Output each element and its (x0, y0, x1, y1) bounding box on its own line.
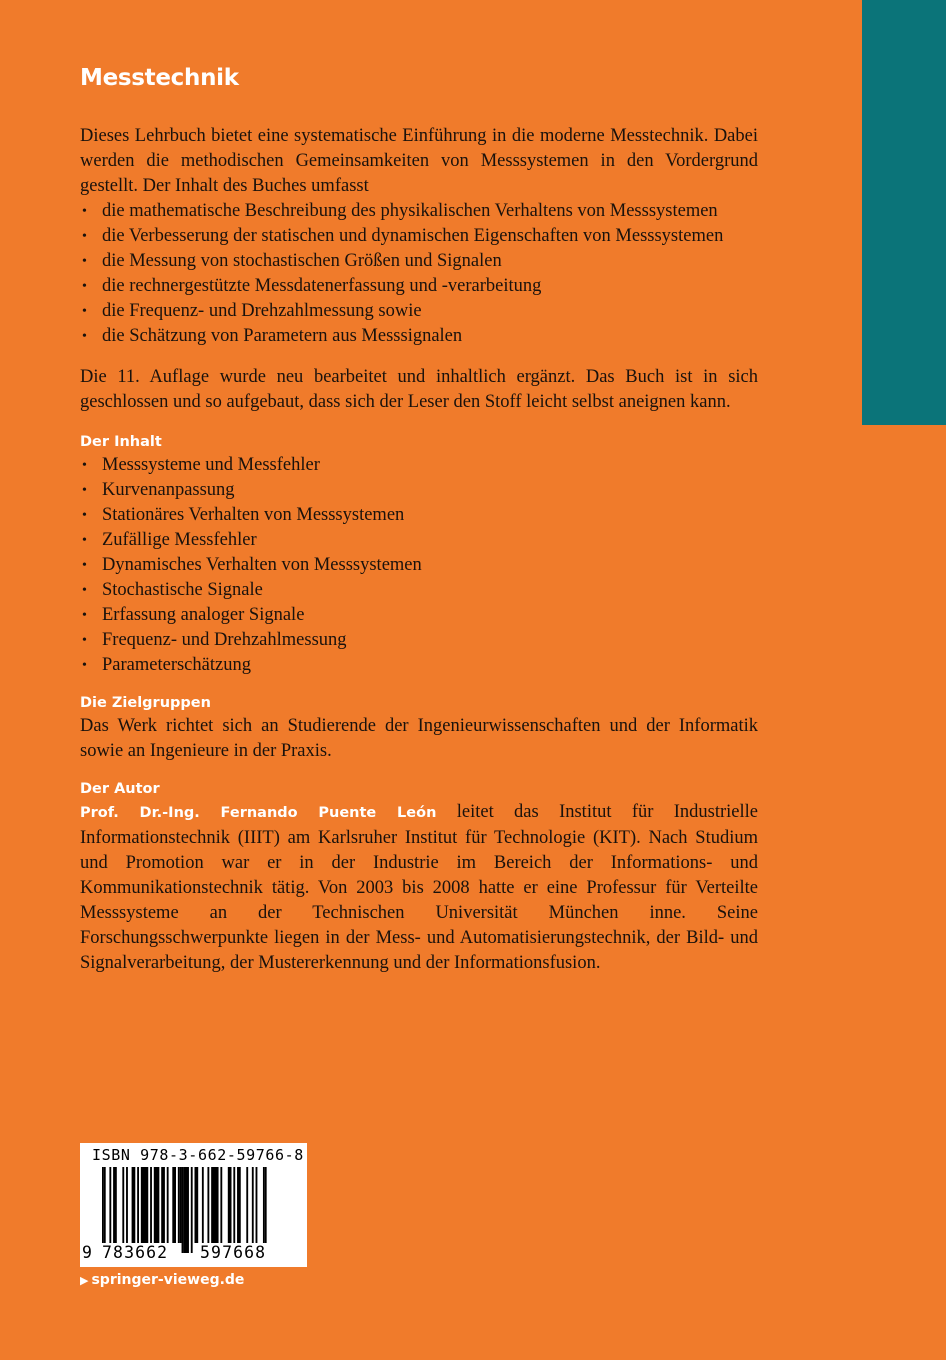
barcode-bar (263, 1167, 265, 1243)
barcode-bar (122, 1167, 124, 1243)
barcode-bar (167, 1167, 169, 1243)
barcode-digits (80, 1243, 307, 1265)
barcode-bar (102, 1167, 104, 1253)
barcode-bar (150, 1167, 152, 1243)
barcode-bar (256, 1167, 258, 1243)
barcode-bar (137, 1167, 139, 1243)
barcode-digit-group-right: 597668 (200, 1243, 267, 1262)
contents-item: • Erfassung analoger Signale (80, 603, 758, 628)
publisher-website[interactable] (80, 1272, 244, 1288)
barcode-bar (141, 1167, 148, 1243)
contents-item: • Zufällige Messfehler (80, 528, 758, 553)
barcode-bar (104, 1167, 106, 1253)
contents-item: • Stochastische Signale (80, 578, 758, 603)
back-cover-text (80, 62, 758, 976)
barcode-bar (246, 1167, 248, 1243)
intro-bullet: • die Schätzung von Parametern aus Messsignalen (80, 324, 758, 349)
edition-note: Die 11. Auflage wurde neu bearbeitet und inhaltlich ergänzt. Das Buch ist in sich geschlossen und so aufgebaut, dass sich der Leser den Stoff leicht selbst aneignen kann. (80, 367, 758, 412)
barcode-bar (252, 1167, 254, 1243)
contents-item: • Dynamisches Verhalten von Messsystemen (80, 553, 758, 578)
author-name: Prof. Dr.-Ing. Fernando Puente León (80, 805, 437, 821)
arrow-right-icon: ▶ (80, 1274, 89, 1287)
author-bio (80, 800, 758, 976)
barcode-bar (211, 1167, 218, 1243)
barcode-bar (191, 1167, 193, 1253)
intro-bullet: • die Frequenz- und Drehzahlmessung sowie (80, 299, 758, 324)
contents-item: • Stationäres Verhalten von Messsystemen (80, 503, 758, 528)
intro-section (80, 124, 758, 349)
contents-item: • Kurvenanpassung (80, 478, 758, 503)
contents-item: • Messsysteme und Messfehler (80, 453, 758, 478)
barcode-bar (228, 1167, 232, 1243)
barcode-bar (172, 1167, 176, 1243)
barcode-bar (183, 1167, 189, 1253)
contents-item: • Frequenz- und Drehzahlmessung (80, 628, 758, 653)
intro-bullet: • die mathematische Beschreibung des physikalischen Verhaltens von Messsystemen (80, 199, 758, 224)
barcode-bar (182, 1167, 184, 1253)
barcode-bar (195, 1167, 199, 1243)
intro-bullet: • die rechnergestützte Messdatenerfassung und -verarbeitung (80, 274, 758, 299)
contents-list (80, 453, 758, 678)
barcode-bar (132, 1167, 136, 1243)
intro-paragraph: Dieses Lehrbuch bietet eine systematische Einführung in die moderne Messtechnik. Dabei werden die methodischen Gemeinsamkeiten von Messsystemen in den Vordergrund gestellt. Der Inhalt des Buches umfasst (80, 126, 758, 196)
barcode-bar (126, 1167, 128, 1243)
barcode-bar (220, 1167, 222, 1243)
barcode-digit-first: 9 (82, 1243, 92, 1262)
website-text: springer-vieweg.de (91, 1272, 245, 1288)
teal-color-band (862, 0, 946, 425)
intro-bullet: • die Verbesserung der statischen und dynamischen Eigenschaften von Messsystemen (80, 224, 758, 249)
barcode-bar (178, 1167, 180, 1243)
author-bio-text: leitet das Institut für Industrielle Informationstechnik (IIIT) am Karlsruher Institut für Technologie (KIT). Nach Studium und Promotion war er in der Industrie im Bereich der Informations- und Kommunikationstechnik tätig. Von 2003 bis 2008 hatte er eine Professur für Verteilte Messsysteme an der Technischen Universität München inne. Seine Forschungsschwerpunkte liegen in der Mess- und Automatisierungstechnik, der Bild- und Signalverarbeitung, der Mustererkennung und der Informationsfusion. (80, 802, 758, 973)
isbn-label: ISBN 978-3-662-59766-8 (92, 1146, 304, 1164)
barcode-bar (237, 1167, 241, 1243)
barcode-bar (180, 1167, 182, 1243)
barcode-bar (109, 1167, 111, 1243)
barcode-bar (202, 1167, 204, 1243)
barcode-bar (207, 1167, 209, 1243)
isbn-barcode (80, 1143, 307, 1267)
barcode-digit-group-left: 783662 (102, 1243, 169, 1262)
audience-heading: Die Zielgruppen (80, 695, 211, 711)
audience-text: Das Werk richtet sich an Studierende der Ingenieurwissenschaften und der Informatik sowie an Ingenieure in der Praxis. (80, 716, 758, 761)
book-title: Messtechnik (80, 65, 239, 91)
intro-bullet: • die Messung von stochastischen Größen und Signalen (80, 249, 758, 274)
barcode-bar (154, 1167, 160, 1243)
intro-bullet-list (80, 199, 758, 349)
contents-item: • Parameterschätzung (80, 653, 758, 678)
author-heading: Der Autor (80, 781, 160, 797)
contents-heading: Der Inhalt (80, 434, 162, 450)
barcode-bar (113, 1167, 117, 1243)
barcode-bar (161, 1167, 165, 1243)
barcode-bar (233, 1167, 235, 1243)
barcode-bar (265, 1167, 267, 1243)
